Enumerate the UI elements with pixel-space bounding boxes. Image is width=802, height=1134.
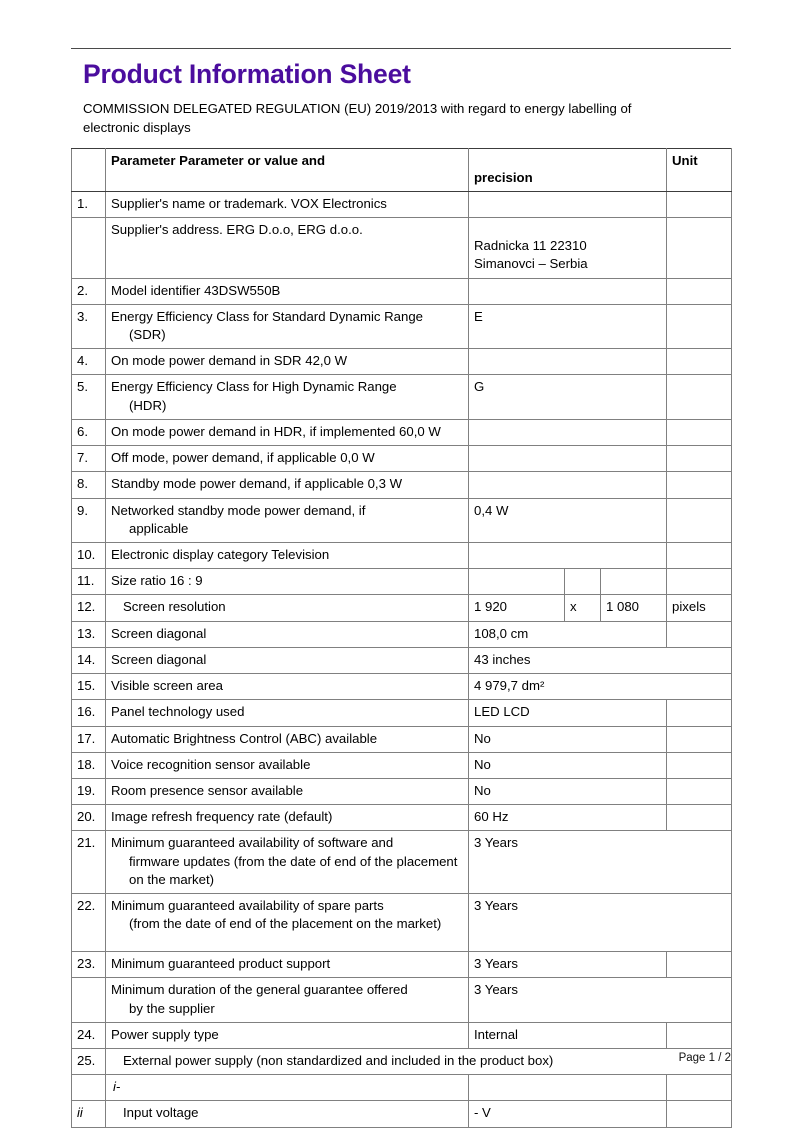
row-unit [667,498,732,542]
row-unit [667,752,732,778]
table-row [72,543,732,569]
table-row [72,700,732,726]
row-unit [667,278,732,304]
row-value [469,419,667,445]
row-value: 3 Years [469,978,732,1022]
row-unit [667,1101,732,1127]
row-value: 3 Years [469,952,667,978]
row-parameter: On mode power demand in HDR, if implemented 60,0 W [106,419,469,445]
row-number: 8. [72,472,106,498]
row-parameter-line2: (HDR) [129,397,167,413]
row-unit [667,569,732,595]
table-row [72,621,732,647]
row-number: 14. [72,647,106,673]
row-value [469,1075,667,1101]
row-parameter [106,304,469,348]
row-parameter: Automatic Brightness Control (ABC) available [106,726,469,752]
header-cell-unit: Unit [667,148,732,191]
row-unit [667,543,732,569]
row-parameter: Screen diagonal [106,647,469,673]
row-value: No [469,752,667,778]
product-information-sheet [71,48,731,1128]
table-row [72,952,732,978]
row-number [72,978,106,1022]
table-row [72,978,732,1022]
row-unit [667,700,732,726]
row-unit [667,218,732,278]
row-parameter [106,498,469,542]
row-number: 15. [72,674,106,700]
table-row [72,1101,732,1127]
row-number: 3. [72,304,106,348]
row-parameter-line2: (from the date of end of the placement on the market) [129,916,442,932]
row-parameter: Power supply type [106,1022,469,1048]
header-cell-spacer [72,148,106,191]
row-number: 9. [72,498,106,542]
row-value: 4 979,7 dm² [469,674,732,700]
row-value: 108,0 cm [469,621,667,647]
table-row [72,894,732,952]
row-number: 25. [72,1048,106,1074]
resolution-height: 1 080 [601,595,667,621]
row-unit [667,726,732,752]
resolution-separator: x [565,595,601,621]
table-row [72,595,732,621]
row-value [469,349,667,375]
row-value: Internal [469,1022,667,1048]
table-row [72,726,732,752]
page-footer: Page 1 / 2 [678,1052,731,1064]
row-value: No [469,726,667,752]
row-parameter: Size ratio 16 : 9 [106,569,469,595]
row-sub-label: i- [106,1075,469,1101]
row-number: 24. [72,1022,106,1048]
table-row [72,419,732,445]
table-row [72,304,732,348]
row-number: 13. [72,621,106,647]
header-cell-precision [469,148,667,191]
row-value-a [469,569,565,595]
row-parameter: On mode power demand in SDR 42,0 W [106,349,469,375]
row-parameter-line2: firmware updates (from the date of end of the placement on the market) [129,853,458,887]
row-value [469,278,667,304]
row-number: ii [72,1101,106,1127]
table-row [72,349,732,375]
row-parameter-line1: Minimum guaranteed availability of spare parts [111,898,384,914]
row-parameter-line1: Energy Efficiency Class for Standard Dynamic Range [111,308,424,324]
row-value [469,191,667,217]
row-value: 3 Years [469,894,732,952]
row-parameter: Panel technology used [106,700,469,726]
table-row [72,1075,732,1101]
row-unit [667,472,732,498]
table-row [72,805,732,831]
row-parameter: Voice recognition sensor available [106,752,469,778]
address-line-2: Simanovci – Serbia [474,256,588,272]
row-unit [667,191,732,217]
address-line-1: Radnicka 11 22310 [474,238,587,254]
row-parameter: Visible screen area [106,674,469,700]
row-parameter: Minimum guaranteed product support [106,952,469,978]
row-number [72,1075,106,1101]
row-number: 20. [72,805,106,831]
row-number: 6. [72,419,106,445]
row-number: 4. [72,349,106,375]
row-number: 21. [72,831,106,894]
row-number: 22. [72,894,106,952]
row-number: 7. [72,446,106,472]
table-row [72,1022,732,1048]
table-row [72,278,732,304]
row-number [72,218,106,278]
row-unit [667,778,732,804]
row-value-b [601,569,667,595]
row-parameter: Image refresh frequency rate (default) [106,805,469,831]
table-row [72,831,732,894]
row-parameter: Supplier's name or trademark. VOX Electronics [106,191,469,217]
row-parameter-line1: Energy Efficiency Class for High Dynamic Range [111,379,397,395]
row-parameter: Input voltage [106,1101,469,1127]
row-value [469,218,667,278]
row-parameter-line2: (SDR) [129,327,166,343]
row-number: 12. [72,595,106,621]
row-parameter [106,375,469,419]
table-row [72,472,732,498]
table-row [72,446,732,472]
row-number: 17. [72,726,106,752]
row-unit [667,304,732,348]
table-row [72,569,732,595]
table-row [72,647,732,673]
product-information-table [71,148,732,1128]
row-value [469,472,667,498]
row-parameter-line2: applicable [129,520,189,536]
row-parameter: Model identifier 43DSW550B [106,278,469,304]
row-parameter: Room presence sensor available [106,778,469,804]
row-number: 23. [72,952,106,978]
row-parameter: Electronic display category Television [106,543,469,569]
table-row [72,218,732,278]
row-unit [667,952,732,978]
row-parameter: External power supply (non standardized and included in the product box) [106,1048,732,1074]
row-value: 3 Years [469,831,732,894]
table-row [72,498,732,542]
row-unit [667,1022,732,1048]
row-unit [667,375,732,419]
row-number: 10. [72,543,106,569]
row-unit [667,805,732,831]
row-unit [667,419,732,445]
table-row [72,778,732,804]
row-unit [667,349,732,375]
row-value [469,543,667,569]
row-parameter [106,894,469,952]
table-row [72,752,732,778]
resolution-width: 1 920 [469,595,565,621]
row-parameter-line1: Minimum guaranteed availability of software and [111,835,394,851]
row-parameter [106,831,469,894]
regulation-subtitle: COMMISSION DELEGATED REGULATION (EU) 2019/2013 with regard to energy labelling of electronic displays [83,101,632,135]
document-header [71,48,731,148]
row-value: E [469,304,667,348]
row-value: - V [469,1101,667,1127]
row-number: 11. [72,569,106,595]
table-row [72,375,732,419]
row-parameter-line1: Minimum duration of the general guarantee offered [111,982,408,998]
table-row [72,674,732,700]
row-unit [667,621,732,647]
row-value: No [469,778,667,804]
row-unit: pixels [667,595,732,621]
row-parameter: Off mode, power demand, if applicable 0,0 W [106,446,469,472]
row-parameter [106,978,469,1022]
row-number: 16. [72,700,106,726]
row-parameter-line1: Networked standby mode power demand, if [111,502,366,518]
table-header-row [72,148,732,191]
table-row [72,191,732,217]
row-number: 1. [72,191,106,217]
row-parameter: Screen resolution [106,595,469,621]
header-cell-parameter: Parameter Parameter or value and [106,148,469,191]
header-precision-label: precision [474,169,533,185]
page-title: Product Information Sheet [83,59,411,89]
row-value: 60 Hz [469,805,667,831]
row-value: LED LCD [469,700,667,726]
row-unit [667,446,732,472]
row-parameter: Screen diagonal [106,621,469,647]
row-number: 19. [72,778,106,804]
row-number: 2. [72,278,106,304]
row-value: 43 inches [469,647,732,673]
row-value [469,446,667,472]
row-value: G [469,375,667,419]
row-parameter: Standby mode power demand, if applicable 0,3 W [106,472,469,498]
row-parameter-line2: by the supplier [129,1000,215,1016]
row-parameter: Supplier's address. ERG D.o.o, ERG d.o.o. [106,218,469,278]
row-unit [667,1075,732,1101]
row-number: 5. [72,375,106,419]
row-value-x [565,569,601,595]
row-number: 18. [72,752,106,778]
row-value: 0,4 W [469,498,667,542]
